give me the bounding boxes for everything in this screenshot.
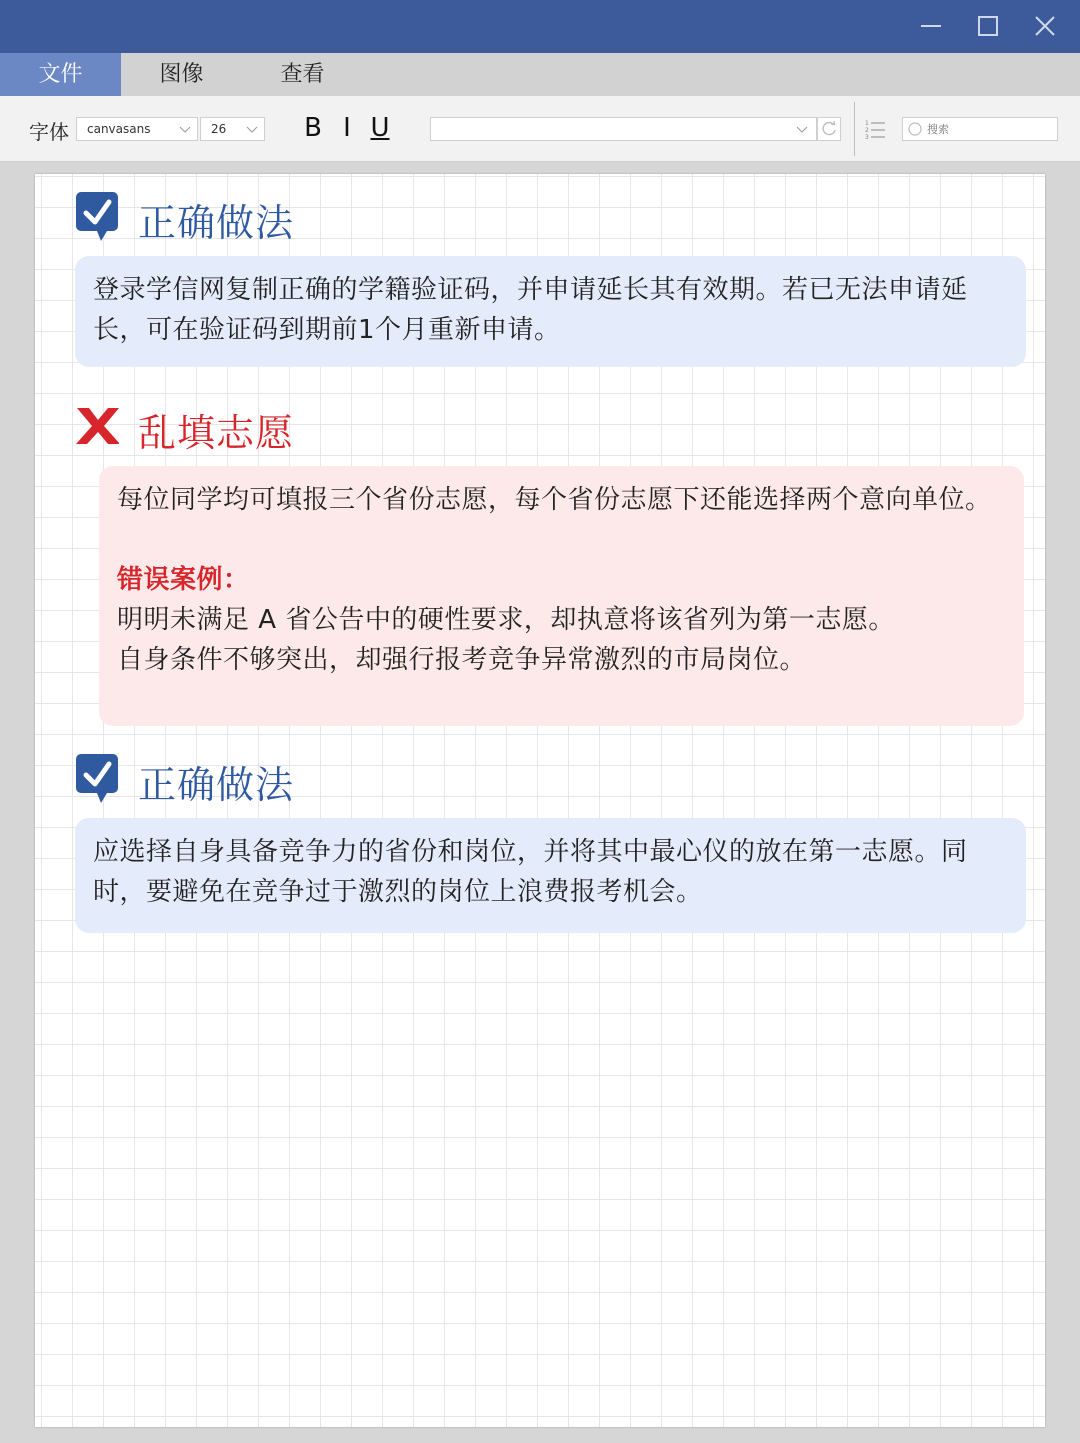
section-heading-text: 正确做法: [138, 201, 295, 245]
search-input[interactable]: [927, 119, 1053, 139]
font-size-select[interactable]: [200, 117, 265, 141]
red-x-icon: [75, 400, 119, 452]
check-badge-icon: [75, 190, 119, 242]
card-body-text: 登录学信网复制正确的学籍验证码，并申请延长其有效期。若已无法申请延长，可在验证码到期前1个月重新申请。: [93, 275, 968, 345]
close-button[interactable]: [1025, 8, 1065, 44]
svg-text:2: 2: [865, 127, 869, 134]
mistake-card: [99, 466, 1024, 726]
check-badge-icon: [75, 752, 119, 804]
font-family-select[interactable]: [76, 117, 198, 141]
close-icon: [1025, 8, 1065, 44]
toolbar: [0, 96, 1080, 162]
search-icon: [907, 121, 925, 139]
refresh-button[interactable]: [817, 117, 841, 141]
refresh-icon: [818, 118, 840, 140]
chevron-down-icon: [179, 124, 191, 134]
numbered-list-icon: [864, 118, 886, 140]
font-size-value: 26: [211, 122, 227, 136]
card-body-text: 应选择自身具备竞争力的省份和岗位，并将其中最心仪的放在第一志愿。同时，要避免在竞争过于激烈的岗位上浪费报考机会。: [93, 837, 968, 907]
spacer: [117, 520, 1006, 560]
menu-image[interactable]: 图像: [159, 62, 204, 87]
section-heading-text: 乱填志愿: [138, 411, 295, 455]
correct-card: [75, 256, 1026, 367]
toolbar-divider: [854, 102, 855, 156]
menu-bar: [0, 53, 1080, 96]
font-label: 字体: [29, 120, 69, 144]
style-combo[interactable]: [430, 117, 817, 141]
svg-text:3: 3: [865, 134, 869, 140]
search-box[interactable]: [902, 117, 1058, 141]
error-case-line: 自身条件不够突出，却强行报考竞争异常激烈的市局岗位。: [117, 645, 807, 675]
title-bar: [0, 0, 1080, 53]
correct-card: [75, 818, 1026, 933]
chevron-down-icon: [796, 124, 808, 134]
svg-text:1: 1: [865, 120, 869, 127]
chevron-down-icon: [246, 124, 258, 134]
minimize-icon: [911, 8, 951, 44]
bold-button[interactable]: B: [304, 113, 322, 143]
card-body-text: 每位同学均可填报三个省份志愿，每个省份志愿下还能选择两个意向单位。: [117, 485, 992, 515]
maximize-icon: [968, 8, 1008, 44]
section-heading-text: 正确做法: [138, 763, 295, 807]
underline-button[interactable]: U: [370, 113, 390, 143]
menu-file[interactable]: 文件: [0, 53, 121, 96]
document-page: [35, 174, 1045, 1427]
font-family-value: canvasans: [87, 122, 151, 136]
menu-view[interactable]: 查看: [280, 62, 325, 87]
italic-button[interactable]: I: [343, 113, 351, 143]
maximize-button[interactable]: [968, 8, 1008, 44]
numbered-list-button[interactable]: [864, 118, 886, 140]
minimize-button[interactable]: [911, 8, 951, 44]
error-case-label: 错误案例：: [117, 565, 250, 595]
error-case-line: 明明未满足 A 省公告中的硬性要求，却执意将该省列为第一志愿。: [117, 605, 895, 635]
